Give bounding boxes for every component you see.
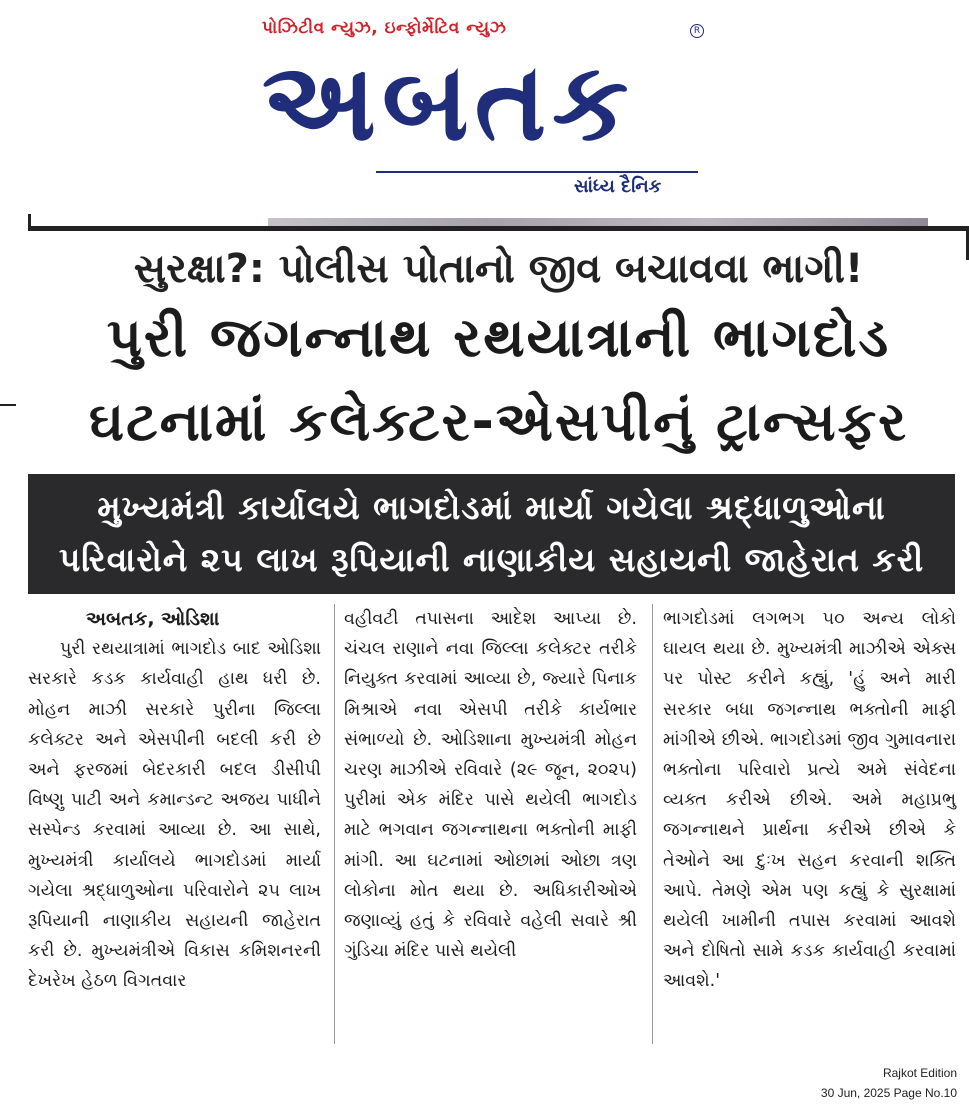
newspaper-logo: અબતક — [262, 40, 635, 165]
date-page-label: 30 Jun, 2025 Page No.10 — [820, 1086, 957, 1100]
masthead — [0, 0, 969, 232]
article-body — [28, 604, 959, 1044]
column-3-text: ભાગદોડમાં લગભગ ૫૦ અન્ય લોકો ઘાયલ થયા છે. મુખ્યમંત્રી માઝીએ એક્સ પર પોસ્ટ કરીને કહ્યું, 'હું અને મારી સરકાર બધા જગન્નાથ ભક્તોની માફી માંગીએ છીએ. ભાગદોડમાં જીવ ગુમાવનારા ભક્તોના પરિવારો પ્રત્યે અમે સંવેદના વ્યક્ત કરીએ છીએ. અમે મહાપ્રભુ જગન્નાથને પ્રાર્થના કરીએ છીએ કે તેઓને આ દુઃખ સહન કરવાની શક્તિ આપે. તેમણે એમ પણ કહ્યું કે સુરક્ષામાં થયેલી ખામીની તપાસ કરવામાં આવશે અને દોષિતો સામે કડક કાર્યવાહી કરવામાં આવશે.' — [663, 609, 956, 992]
edition-label: Rajkot Edition — [882, 1066, 957, 1080]
column-divider — [334, 604, 335, 1044]
deck-line-1: મુખ્યમંત્રી કાર્યાલયે ભાગદોડમાં માર્યા ગયેલા શ્રદ્ધાળુઓના — [97, 488, 886, 527]
article-column-1 — [28, 604, 321, 1044]
deck-line-2: પરિવારોને ૨૫ લાખ રૂપિયાની નાણાકીય સહાયની જાહેરાત કરી — [58, 540, 925, 579]
article-dateline: અબતક, ઓડિશા — [86, 608, 220, 630]
column-divider — [652, 604, 653, 1044]
masthead-tagline: પોઝિટીવ ન્યુઝ, ઇન્ફોર્મેટિવ ન્યુઝ — [262, 18, 507, 38]
column-2-text: વહીવટી તપાસના આદેશ આપ્યા છે. ચંચલ રાણાને નવા જિલ્લા કલેક્ટર તરીકે નિયુક્ત કરવામાં આવ્યા છે, જ્યારે પિનાક મિશ્રાએ નવા એસપી તરીકે કાર્યભાર સંભાળ્યો છે. ઓડિશાના મુખ્યમંત્રી મોહન ચરણ માઝીએ રવિવારે (૨૯ જૂન, ૨૦૨૫) પુરીમાં એક મંદિર પાસે થયેલી ભાગદોડ માટે ભગવાન જગન્નાથના ભક્તોની માફી માંગી. આ ઘટનામાં ઓછામાં ઓછા ત્રણ લોકોના મોત થયા છે. અધિકારીઓએ જણાવ્યું હતું કે રવિવારે વહેલી સવારે શ્રી ગુંડિચા મંદિર પાસે થયેલી — [344, 609, 637, 962]
article-kicker: સુરક્ષા?: પોલીસ પોતાનો જીવ બચાવવા ભાગી! — [133, 246, 864, 292]
article-column-2 — [344, 604, 637, 1044]
article-headline-line-2: ઘટનામાં કલેક્ટર-એસપીનું ટ્રાન્સફર — [88, 390, 909, 453]
article-headline-line-1: પુરી જગન્નાથ રથયાત્રાની ભાગદોડ — [106, 306, 891, 369]
registered-trademark-icon: R — [690, 24, 704, 38]
logo-underline — [376, 171, 698, 173]
article-column-3 — [663, 604, 956, 1044]
divider — [28, 226, 969, 231]
column-1-text: પુરી રથયાત્રામાં ભાગદોડ બાદ ઓડિશા સરકારે કડક કાર્યવાહી હાથ ધરી છે. મોહન માઝી સરકારે પુરીના જિલ્લા કલેક્ટર અને એસપીની બદલી કરી છે અને ફરજમાં બેદરકારી બદલ ડીસીપી વિષ્ણુ પાટી અને કમાન્ડન્ટ અજય પાધીને સસ્પેન્ડ કરવામાં આવ્યા છે. આ સાથે, મુખ્યમંત્રી કાર્યાલયે ભાગદોડમાં માર્યા ગયેલા શ્રદ્ધાળુઓના પરિવારોને ૨૫ લાખ રૂપિયાની નાણાકીય સહાયની જાહેરાત કરી છે. મુખ્યમંત્રીએ વિકાસ કમિશનરની દેખરેખ હેઠળ વિગતવાર — [28, 639, 321, 992]
article-deck — [28, 474, 955, 594]
cropped-photo-strip — [268, 218, 928, 226]
edition-type-label: સાંધ્ય દૈનિક — [574, 176, 662, 197]
margin-mark — [0, 404, 16, 406]
